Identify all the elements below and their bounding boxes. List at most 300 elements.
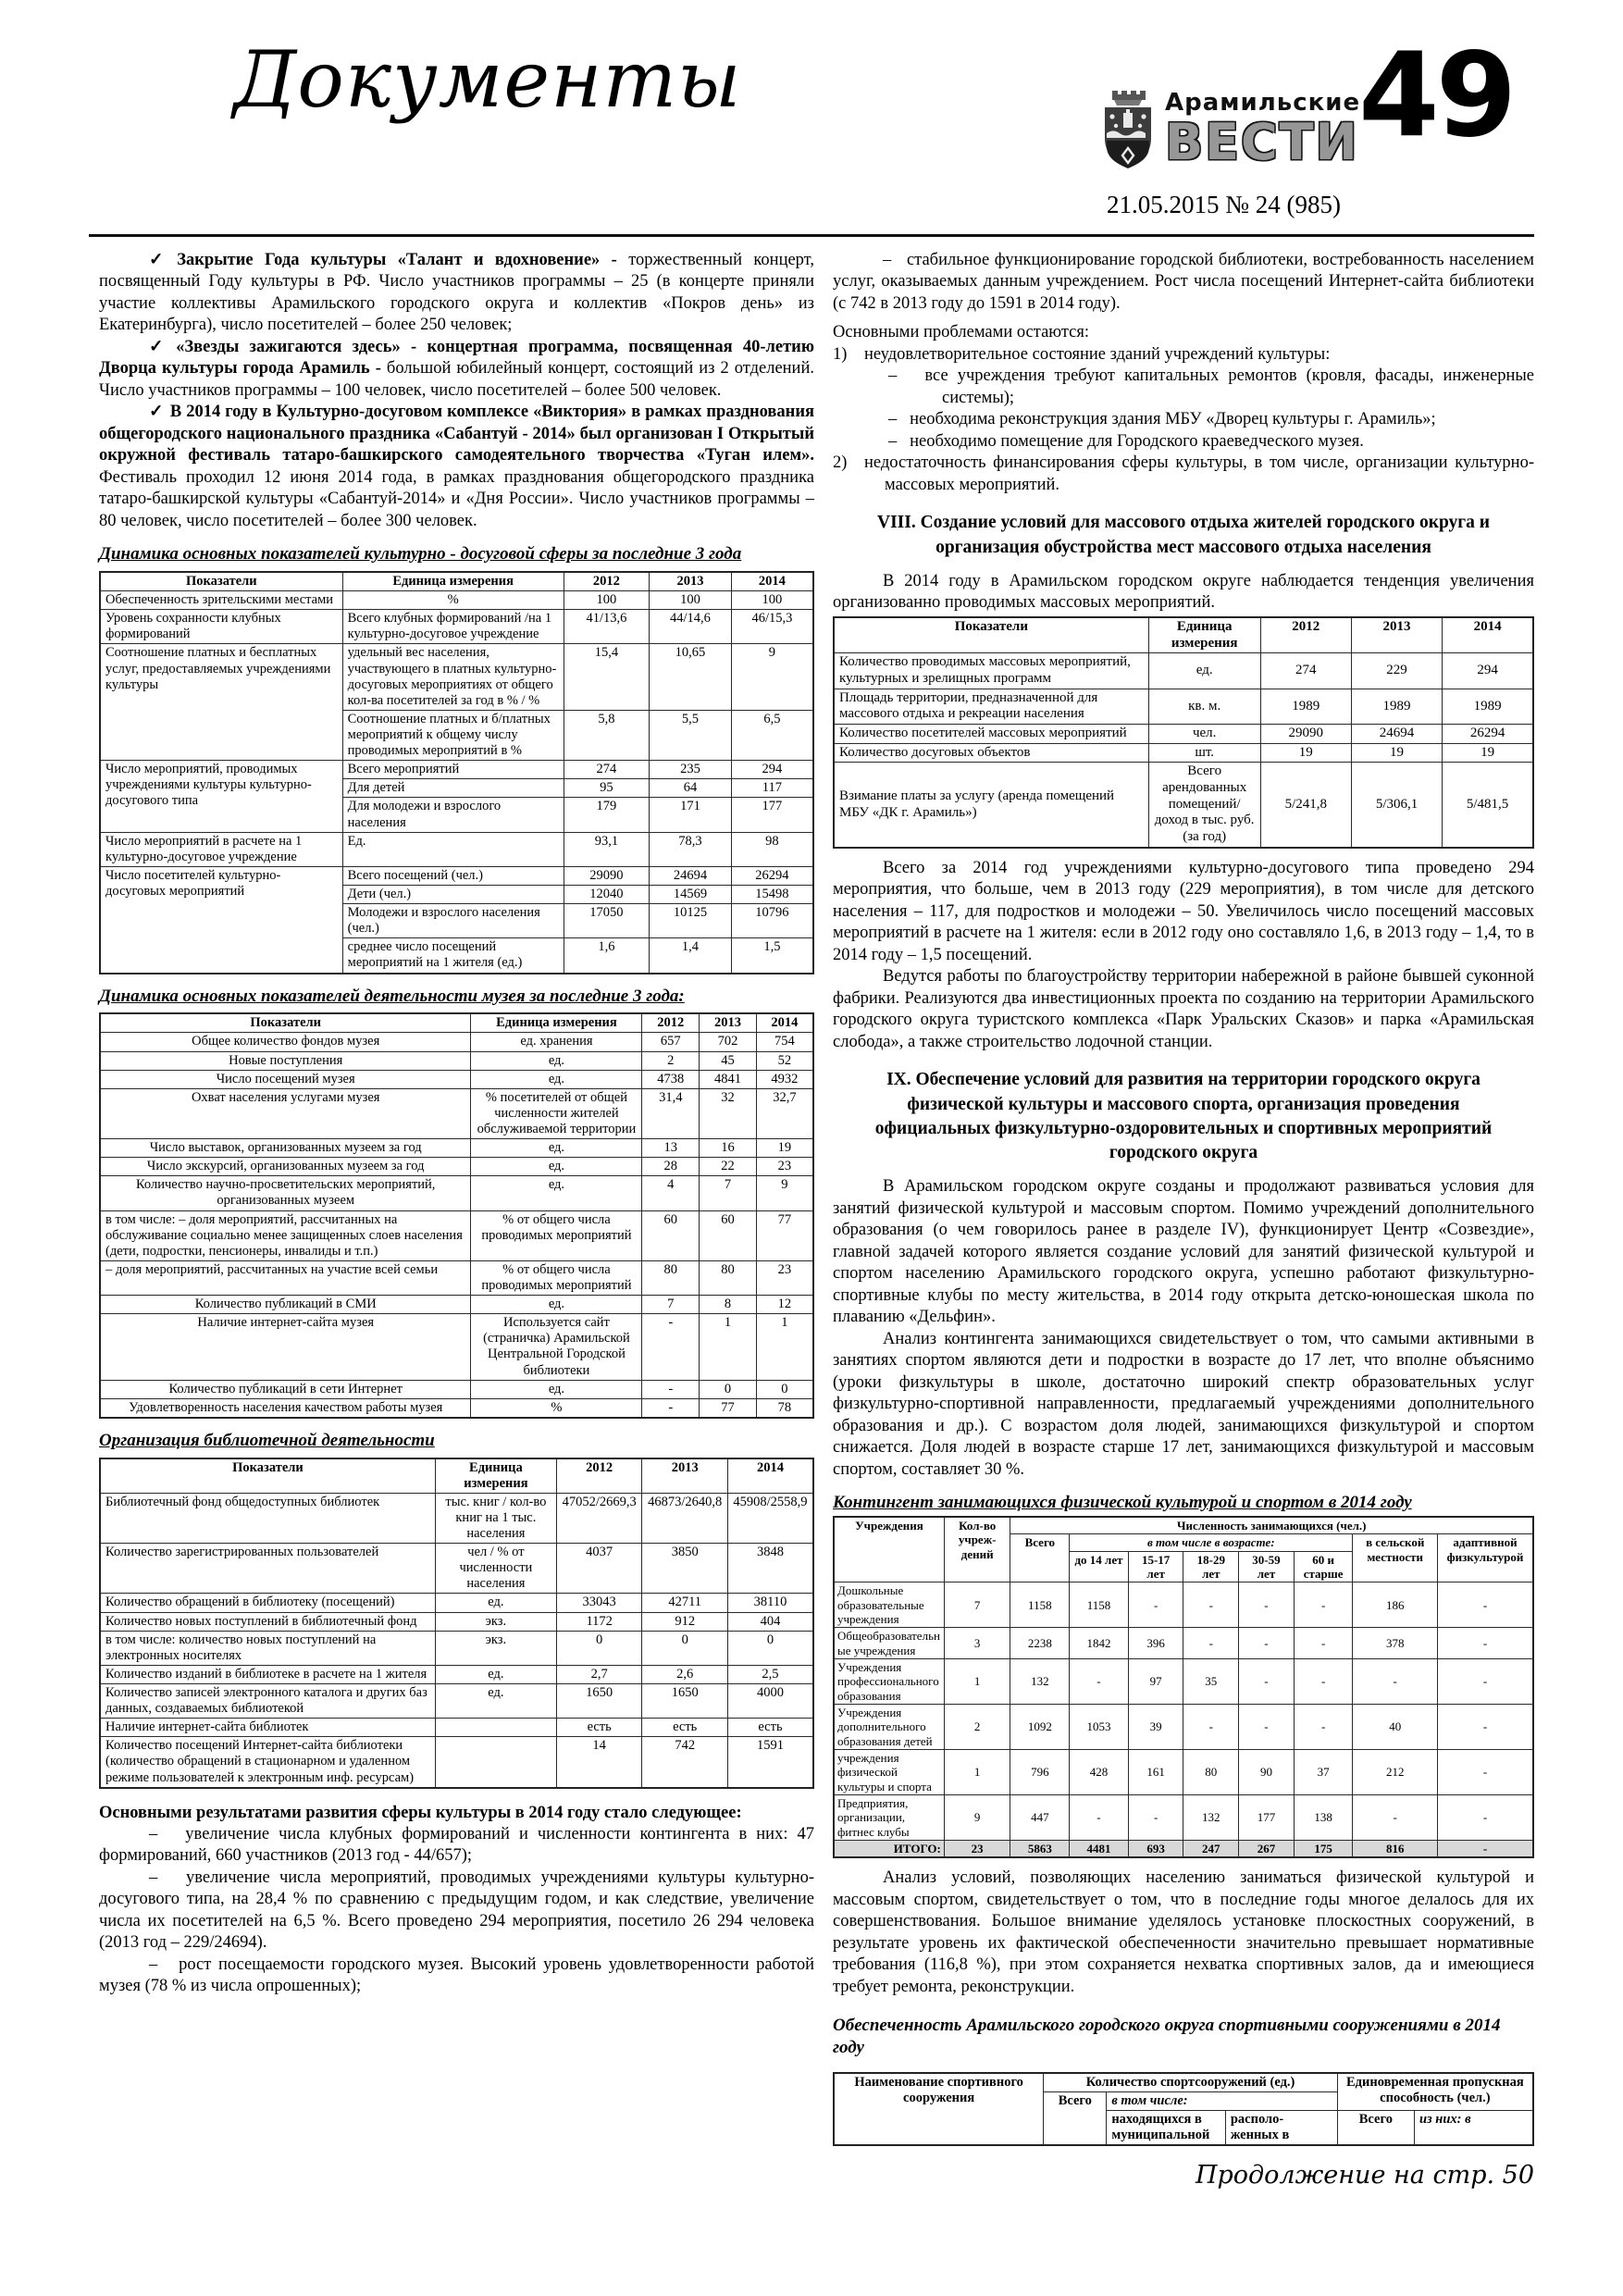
cell: 235: [650, 761, 732, 779]
table-row: [834, 1794, 1533, 1840]
cell: 138: [1294, 1794, 1353, 1840]
table-row: [834, 725, 1533, 744]
cell: 4738: [642, 1070, 700, 1088]
cell: 23: [944, 1840, 1010, 1857]
cell: 5/241,8: [1260, 763, 1351, 848]
header-cell: Всего: [1337, 2110, 1414, 2145]
cell: 177: [731, 798, 813, 832]
cell: ИТОГО:: [834, 1840, 944, 1857]
cell: 212: [1353, 1749, 1438, 1794]
table-row: [834, 1840, 1533, 1857]
table-row: [100, 1210, 813, 1260]
cell: 816: [1353, 1840, 1438, 1857]
cell: 1: [944, 1749, 1010, 1794]
page-number: 49: [1358, 27, 1514, 163]
problem-item: [833, 344, 1534, 366]
result-item: – увеличение числа клубных формирований и численности контингента в них: 47 формирований, 660 участников (2013 год - 44/657);: [99, 1824, 814, 1866]
bullet-rest: Фестиваль проходил 12 июня 2014 года, в рамках празднования общегородского праздника татаро-башкирской культуры «Сабантуй-2014» и «Дня России». Число участников программы – 80 человек, число посетителей – более 300 человек.: [99, 467, 814, 530]
cell: ед.: [471, 1158, 642, 1176]
cell: 1,5: [731, 938, 813, 974]
header-cell: Учреждения: [834, 1517, 944, 1582]
cell: Библиотечный фонд общедоступных библиотек: [100, 1493, 435, 1543]
cell: Обеспеченность зрительскими местами: [100, 591, 342, 610]
cell: Количество посетителей массовых мероприятий: [834, 725, 1148, 744]
table-row: [100, 1493, 813, 1543]
problem-item: [833, 453, 1534, 496]
cell: Количество научно-просветительских мероприятий, организованных музеем: [100, 1176, 471, 1210]
cell: Новые поступления: [100, 1051, 471, 1070]
cell: Количество записей электронного каталога и других баз данных, создаваемых библиотекой: [100, 1684, 435, 1719]
cell: удельный вес населения, участвующего в платных культурно-досуговых мероприятиях от общего кол-ва посетителей за год в % / %: [342, 644, 564, 710]
cell: 13: [642, 1139, 700, 1158]
header-cell: 2013: [1351, 617, 1442, 653]
cell: в том числе: количество новых поступлений на электронных носителях: [100, 1631, 435, 1665]
cell: -: [1239, 1628, 1295, 1659]
cell: Соотношение платных и б/платных мероприятий к общему числу проводимых мероприятий в %: [342, 710, 564, 760]
cell: 1092: [1010, 1704, 1070, 1749]
cell: 1989: [1260, 689, 1351, 724]
header-cell: 60 и старше: [1294, 1551, 1353, 1582]
cell: ед.: [435, 1594, 556, 1612]
table-row: [834, 653, 1533, 689]
cell: Количество посещений Интернет-сайта библиотеки (количество обращений в стационарном и удаленном режиме пользователей к электронным инф. ресурсам): [100, 1737, 435, 1788]
header-cell: 2014: [727, 1458, 813, 1494]
table-row: [100, 1737, 813, 1788]
table-row: [100, 832, 813, 866]
table-header-row: [834, 1517, 1533, 1534]
cell: 80: [642, 1260, 700, 1295]
cell: 28: [642, 1158, 700, 1176]
sport-conditions-paragraph: В Арамильском городском округе созданы и продолжают развиваться условия для занятий физической культурой и массовым спортом. Помимо учреждений дополнительного образования (о чем говорилось ранее в разделе IV), функционирует Центр «Созвездие», главной задачей которого является создание условий для занятий физической культурой и спортом населению Арамильского городского округа, успешно работают физкультурно-спортивные клубы по месту жительства, в 2014 году открыта детско-юношеская школа по плаванию «Дельфин».: [833, 1177, 1534, 1327]
cell: 100: [731, 591, 813, 610]
table-row: [100, 866, 813, 885]
results-heading: Основными результатами развития сферы культуры в 2014 году стало следующее:: [99, 1803, 742, 1822]
events-summary-paragraph: Всего за 2014 год учреждениями культурно-досугового типа проведено 294 мероприятия, что больше, чем в 2013 году (229 мероприятия), в том числе для детского населения – 117, для подростков и молодежи – 50. Увеличилось число посещений массовых мероприятий в расчете на 1 жителя: если в 2012 году оно составляло 1,6, в 2013 году – 1,4, то в 2014 году – 1,5 посещений.: [833, 858, 1534, 964]
facilities-table-title: Обеспеченность Арамильского городского округа спортивными сооружениями в 2014 году: [833, 2016, 1501, 2057]
cell: 46873/2640,8: [642, 1493, 728, 1543]
stable-functioning-paragraph: – стабильное функционирование городской библиотеки, востребованность населением услуг, оказываемых данным учреждением. Рост числа посещений Интернет-сайта библиотеки (с 742 в 2013 году до 1591 в 2014 году).: [833, 251, 1534, 313]
cell: есть: [556, 1719, 642, 1737]
header-cell: располо- женных в: [1225, 2110, 1337, 2145]
cell: 294: [1443, 653, 1533, 689]
cell: 1172: [556, 1612, 642, 1631]
cell: 3: [944, 1628, 1010, 1659]
cell: 22: [700, 1158, 757, 1176]
cell: 32,7: [756, 1088, 813, 1138]
cell: 2: [944, 1704, 1010, 1749]
cell: 693: [1128, 1840, 1183, 1857]
cell: Количество проводимых массовых мероприятий, культурных и зрелищных программ: [834, 653, 1148, 689]
cell: ед.: [435, 1665, 556, 1683]
section-viii-heading: VIII. Создание условий для массового отдыха жителей городского округа и организация обустройства мест массового отдыха населения: [876, 513, 1491, 557]
header-cell: 30-59 лет: [1239, 1551, 1295, 1582]
cell: Количество зарегистрированных пользователей: [100, 1544, 435, 1594]
table-row: [100, 1594, 813, 1612]
cell: Для молодежи и взрослого населения: [342, 798, 564, 832]
cell: 754: [756, 1033, 813, 1051]
contingent-analysis-paragraph: Анализ контингента занимающихся свидетельствует о том, что самыми активными в занятиях спортом являются дети и подростки в возрасте до 17 лет, что вполне объяснимо (уроки физкультуры в школе, достаточно широкий спектр образовательных услуг физкультурно-спортивной направленности, предлагаемый учреждениями дополнительного образования и др.). С возрастом доля людей, занимающихся физкультурой и спортом снижается. Доля людей в возрасте старше 17 лет, занимающихся физкультурой и массовым спортом, составляет 30 %.: [833, 1329, 1534, 1479]
right-column: [833, 250, 1534, 2190]
bullet-rest: большой юбилейный концерт, состоящий из 2 отделений. Число участников программы – 100 человек, число посетителей – более 500 человек.: [99, 359, 814, 400]
cell: -: [1070, 1794, 1129, 1840]
cell: -: [1353, 1794, 1438, 1840]
cell: шт.: [1148, 743, 1260, 763]
cell: экз.: [435, 1631, 556, 1665]
header-cell: адаптивной физкультурой: [1437, 1534, 1533, 1582]
cell: 32: [700, 1088, 757, 1138]
cell: Площадь территории, предназначенной для массового отдыха и рекреации населения: [834, 689, 1148, 724]
item-number: 1): [833, 344, 848, 364]
cell: Соотношение платных и бесплатных услуг, предоставляемых учреждениями культуры: [100, 644, 342, 761]
header-cell: Количество спортсооружений (ед.): [1044, 2073, 1338, 2092]
cell: 29090: [564, 866, 650, 885]
header-cell: Всего: [1044, 2091, 1107, 2145]
header-cell: из них: в: [1414, 2110, 1533, 2145]
header-cell: находящихся в муниципальной: [1107, 2110, 1226, 2145]
table-row: [100, 591, 813, 610]
cell: Число экскурсий, организованных музеем за год: [100, 1158, 471, 1176]
header-cell: Показатели: [100, 1458, 435, 1494]
cell: 9: [944, 1794, 1010, 1840]
cell: среднее число посещений мероприятий на 1 жителя (ед.): [342, 938, 564, 974]
cell: 44/14,6: [650, 610, 732, 644]
cell: Учреждения профессионального образования: [834, 1658, 944, 1704]
cell: 702: [700, 1033, 757, 1051]
cell: 179: [564, 798, 650, 832]
cell: Число мероприятий в расчете на 1 культурно-досуговое учреждение: [100, 832, 342, 866]
cell: 19: [756, 1139, 813, 1158]
cell: 46/15,3: [731, 610, 813, 644]
cell: учреждения физической культуры и спорта: [834, 1749, 944, 1794]
cell: 0: [556, 1631, 642, 1665]
table-row: [100, 1631, 813, 1665]
cell: -: [1437, 1749, 1533, 1794]
header-cell: 18-29 лет: [1183, 1551, 1239, 1582]
header-cell: Единица измерения: [342, 572, 564, 591]
cell: 45908/2558,9: [727, 1493, 813, 1543]
brand-name-top: Арамильские: [1165, 89, 1361, 117]
problem-sub-item: – необходимо помещение для Городского краеведческого музея.: [888, 431, 1364, 451]
table-row: [100, 1139, 813, 1158]
cell: -: [1239, 1582, 1295, 1628]
table-row: [834, 1658, 1533, 1704]
cell: 33043: [556, 1594, 642, 1612]
mass-events-table: [833, 616, 1534, 849]
museum-indicators-table: [99, 1012, 814, 1419]
cell: 52: [756, 1051, 813, 1070]
cell: Количество публикаций в сети Интернет: [100, 1380, 471, 1398]
cell: тыс. книг / кол-во книг на 1 тыс. населения: [435, 1493, 556, 1543]
cell: 0: [642, 1631, 728, 1665]
cell: Удовлетворенность населения качеством работы музея: [100, 1398, 471, 1418]
cell: 1: [756, 1314, 813, 1380]
header-cell: 2014: [756, 1013, 813, 1033]
header-cell: 2012: [642, 1013, 700, 1033]
culture-indicators-table: [99, 571, 814, 974]
cell: 77: [700, 1398, 757, 1418]
cell: 3850: [642, 1544, 728, 1594]
cell: 7: [700, 1176, 757, 1210]
brand-name-bottom: ВЕСТИ: [1165, 113, 1359, 171]
cell: -: [1128, 1794, 1183, 1840]
cell: Наличие интернет-сайта музея: [100, 1314, 471, 1380]
cell: 2,6: [642, 1665, 728, 1683]
cell: 132: [1010, 1658, 1070, 1704]
cell: ед.: [1148, 653, 1260, 689]
cell: 64: [650, 779, 732, 798]
cell: -: [1437, 1840, 1533, 1857]
cell: ед.: [471, 1051, 642, 1070]
header-cell: 2012: [556, 1458, 642, 1494]
check-icon: ✓: [149, 251, 171, 269]
cell: 267: [1239, 1840, 1295, 1857]
item-number: 2): [833, 453, 848, 473]
cell: Уровень сохранности клубных формирований: [100, 610, 342, 644]
cell: 7: [944, 1582, 1010, 1628]
table-header-row: [834, 2073, 1533, 2092]
cell: есть: [727, 1719, 813, 1737]
table-row: [834, 1704, 1533, 1749]
coat-of-arms-icon: [1099, 89, 1157, 174]
cell: -: [1239, 1658, 1295, 1704]
header-cell: Единица измерения: [1148, 617, 1260, 653]
cell: [435, 1719, 556, 1737]
cell: 78,3: [650, 832, 732, 866]
cell: 5,5: [650, 710, 732, 760]
cell: экз.: [435, 1612, 556, 1631]
header-cell: Численность занимающихся (чел.): [1010, 1517, 1533, 1534]
cell: -: [1183, 1582, 1239, 1628]
cell: 47052/2669,3: [556, 1493, 642, 1543]
cell: Количество новых поступлений в библиотечный фонд: [100, 1612, 435, 1631]
header-cell: в том числе:: [1107, 2091, 1337, 2110]
cell: 15,4: [564, 644, 650, 710]
cell: %: [342, 591, 564, 610]
result-item: – рост посещаемости городского музея. Высокий уровень удовлетворенности работой музея (78 % из числа опрошенных);: [99, 1955, 814, 1996]
cell: -: [1294, 1704, 1353, 1749]
cell: 9: [756, 1176, 813, 1210]
cell: 1158: [1070, 1582, 1129, 1628]
cell: 229: [1351, 653, 1442, 689]
museum-table-title: Динамика основных показателей деятельности музея за последние 3 года:: [99, 986, 685, 1006]
cell: 1: [944, 1658, 1010, 1704]
cell: 0: [756, 1380, 813, 1398]
header-cell: Показатели: [100, 572, 342, 591]
table-row: [100, 1033, 813, 1051]
cell: Число мероприятий, проводимых учреждениями культуры культурно-досугового типа: [100, 761, 342, 832]
cell: 45: [700, 1051, 757, 1070]
table-row: [834, 1628, 1533, 1659]
cell: 42711: [642, 1594, 728, 1612]
cell: Предприятия, организации, фитнес клубы: [834, 1794, 944, 1840]
cell: 15498: [731, 886, 813, 904]
cell: -: [1437, 1794, 1533, 1840]
cell: -: [1183, 1704, 1239, 1749]
cell: 175: [1294, 1840, 1353, 1857]
cell: 1989: [1443, 689, 1533, 724]
cell: % от общего числа проводимых мероприятий: [471, 1210, 642, 1260]
cell: Дошкольные образовательные учреждения: [834, 1582, 944, 1628]
cell: ед.: [471, 1139, 642, 1158]
bullet-lead: «Звезды зажигаются здесь» - концертная программа, посвященная 40-летию Дворца культуры города Арамиль -: [99, 337, 814, 379]
cell: -: [642, 1398, 700, 1418]
cell: 39: [1128, 1704, 1183, 1749]
cell: Количество обращений в библиотеку (посещений): [100, 1594, 435, 1612]
cell: ед.: [471, 1296, 642, 1314]
cell: 31,4: [642, 1088, 700, 1138]
cell: 26294: [731, 866, 813, 885]
cell: -: [1353, 1658, 1438, 1704]
cell: 428: [1070, 1749, 1129, 1794]
cell: 10796: [731, 904, 813, 938]
problem-text: неудовлетворительное состояние зданий учреждений культуры:: [864, 344, 1331, 364]
cell: ед.: [471, 1070, 642, 1088]
table-row: [100, 1665, 813, 1683]
cell: Всего посещений (чел.): [342, 866, 564, 885]
table-row: [100, 1544, 813, 1594]
cell: ед.: [471, 1380, 642, 1398]
cell: 19: [1260, 743, 1351, 763]
cell: 132: [1183, 1794, 1239, 1840]
cell: 60: [642, 1210, 700, 1260]
cell: ед.: [435, 1684, 556, 1719]
bullet-lead: Закрытие Года культуры «Талант и вдохновение» -: [177, 251, 629, 269]
cell: 19: [1351, 743, 1442, 763]
cell: 378: [1353, 1628, 1438, 1659]
cell: 117: [731, 779, 813, 798]
cell: Взимание платы за услугу (аренда помещений МБУ «ДК г. Арамиль»): [834, 763, 1148, 848]
cell: Молодежи и взрослого населения (чел.): [342, 904, 564, 938]
cell: 14: [556, 1737, 642, 1788]
cell: -: [642, 1314, 700, 1380]
library-table-title: Организация библиотечной деятельности: [99, 1430, 435, 1450]
cell: 37: [1294, 1749, 1353, 1794]
cell: есть: [642, 1719, 728, 1737]
header-cell: Наименование спортивного сооружения: [834, 2073, 1044, 2145]
cell: 4841: [700, 1070, 757, 1088]
cell: -: [1183, 1628, 1239, 1659]
cell: 742: [642, 1737, 728, 1788]
cell: 29090: [1260, 725, 1351, 744]
header-cell: 15-17 лет: [1128, 1551, 1183, 1582]
cell: 1591: [727, 1737, 813, 1788]
cell: 23: [756, 1158, 813, 1176]
cell: 4037: [556, 1544, 642, 1594]
cell: -: [1294, 1582, 1353, 1628]
cell: ед. хранения: [471, 1033, 642, 1051]
cell: 1053: [1070, 1704, 1129, 1749]
table-header-row: [100, 572, 813, 591]
cell: 2,5: [727, 1665, 813, 1683]
cell: 4932: [756, 1070, 813, 1088]
header-cell: Всего: [1010, 1534, 1070, 1582]
library-activity-table: [99, 1458, 814, 1789]
cell: 0: [727, 1631, 813, 1665]
cell: %: [471, 1398, 642, 1418]
cell: Всего клубных формирований /на 1 культурно-досуговое учреждение: [342, 610, 564, 644]
cell: Используется сайт (страничка) Арамильской Центральной Городской библиотеки: [471, 1314, 642, 1380]
cell: [435, 1737, 556, 1788]
cell: 38110: [727, 1594, 813, 1612]
cell: 78: [756, 1398, 813, 1418]
cell: 186: [1353, 1582, 1438, 1628]
table-row: [100, 610, 813, 644]
culture-table-title: Динамика основных показателей культурно - досуговой сферы за последние 3 года: [99, 544, 742, 565]
cell: % посетителей от общей численности жителей обслуживаемой территории: [471, 1088, 642, 1138]
cell: 0: [700, 1380, 757, 1398]
table-row: [100, 761, 813, 779]
cell: -: [1437, 1658, 1533, 1704]
left-column: [99, 250, 814, 1998]
table-row: [834, 743, 1533, 763]
cell: 8: [700, 1296, 757, 1314]
table-row: [100, 1612, 813, 1631]
cell: 247: [1183, 1840, 1239, 1857]
issue-info: 21.05.2015 № 24 (985): [1107, 191, 1341, 218]
cell: 24694: [1351, 725, 1442, 744]
check-icon: ✓: [149, 337, 170, 356]
cell: -: [642, 1380, 700, 1398]
table-row: [100, 1158, 813, 1176]
cell: 80: [700, 1260, 757, 1295]
header-cell: 2013: [642, 1458, 728, 1494]
cell: Наличие интернет-сайта библиотек: [100, 1719, 435, 1737]
cell: 40: [1353, 1704, 1438, 1749]
table-header-row: [100, 1013, 813, 1033]
cell: 26294: [1443, 725, 1533, 744]
cell: 93,1: [564, 832, 650, 866]
cell: 171: [650, 798, 732, 832]
cell: 1842: [1070, 1628, 1129, 1659]
cell: -: [1294, 1628, 1353, 1659]
cell: 3848: [727, 1544, 813, 1594]
cell: 95: [564, 779, 650, 798]
cell: 5/481,5: [1443, 763, 1533, 848]
cell: 12: [756, 1296, 813, 1314]
table-row: [100, 1719, 813, 1737]
cell: Количество публикаций в СМИ: [100, 1296, 471, 1314]
table-row: [834, 689, 1533, 724]
cell: кв. м.: [1148, 689, 1260, 724]
cell: 177: [1239, 1794, 1295, 1840]
bullet-rest: торжественный концерт, посвященный Году культуры в РФ. Число участников программы – 25 (в концерте приняли участие коллективы Арамильского городского округа и коллектив «Покров день» из Екатеринбурга), число посетителей – более 250 человек;: [99, 251, 814, 335]
cell: 23: [756, 1260, 813, 1295]
cell: 19: [1443, 743, 1533, 763]
facilities-analysis-paragraph: Анализ условий, позволяющих населению заниматься физической культурой и массовым спортом, свидетельствует о том, что в последние годы многое делалось для их совершенствования. Большое внимание уделялось установке плоскостных сооружений, в результате уровень их фактической обеспеченности значительно превышает нормативные требования (116,8 %), при этом сохраняется нехватка спортивных залов, да и имеющиеся требует ремонта, реконструкции.: [833, 1868, 1534, 1996]
cell: 16: [700, 1139, 757, 1158]
table-header-row: [100, 1458, 813, 1494]
header-cell: до 14 лет: [1070, 1551, 1129, 1582]
cell: Количество изданий в библиотеке в расчете на 1 жителя: [100, 1665, 435, 1683]
header-cell: 2014: [1443, 617, 1533, 653]
cell: Для детей: [342, 779, 564, 798]
cell: 4000: [727, 1684, 813, 1719]
cell: -: [1437, 1628, 1533, 1659]
cell: 80: [1183, 1749, 1239, 1794]
table-row: [100, 1314, 813, 1380]
header-cell: в сельской местности: [1353, 1534, 1438, 1582]
cell: 2: [642, 1051, 700, 1070]
improvement-works-paragraph: Ведутся работы по благоустройству территории набережной в районе бывшей суконной фабрики. Реализуются два инвестиционных проекта по созданию на территории Арамильского городского округа туристского комплекса «Парк Уральских Сказов» и парка «Арамильская слобода», а также строительство лодочной станции.: [833, 967, 1534, 1051]
cell: Количество досуговых объектов: [834, 743, 1148, 763]
masthead-rule: [89, 234, 1534, 237]
cell: 274: [1260, 653, 1351, 689]
cell: 12040: [564, 886, 650, 904]
cell: 447: [1010, 1794, 1070, 1840]
contingent-table-title: Контингент занимающихся физической культурой и спортом в 2014 году: [833, 1493, 1412, 1513]
cell: 7: [642, 1296, 700, 1314]
continuation-note: Продолжение на стр. 50: [1195, 2161, 1534, 2191]
